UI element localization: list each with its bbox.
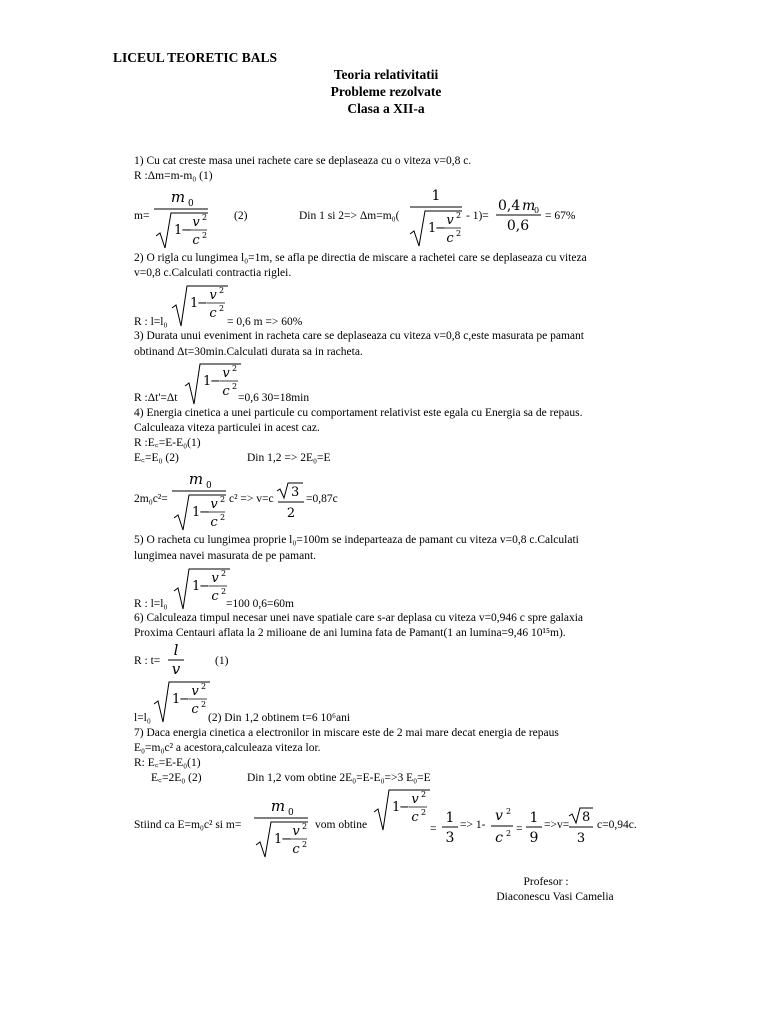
square-symbol: 2 [219,304,225,313]
one-symbol: 1 [190,296,199,311]
problem-7-v2-over-c2 [489,805,515,847]
problem-1-relation: R :Δm=m-m₀ (1) [134,170,213,182]
one-symbol: 1 [274,832,283,847]
problem-2-result: = 0,6 m => 60% [227,316,303,328]
m0-subscript: 0 [206,481,212,491]
problem-2-statement-1: 2) O rigla cu lungimea l₀=1m, se afla pe directia de miscare a rachetei care se deplaseaza cu viteza [134,252,587,264]
problem-5-relation: R : l=l₀ [134,598,168,610]
problem-7-stiind: Stiind ca E=m₀c² si m= [134,819,242,831]
one-symbol: 1 [174,223,183,238]
problem-6-eq-number: (1) [215,655,229,667]
problem-6-l-label: l=l₀ [134,712,151,724]
v-symbol: v [222,366,230,381]
minus-symbol: − [181,223,192,238]
problem-2-sqrt [170,282,230,332]
class-label: Clasa a XII-a [347,101,425,116]
problem-1-mid: - 1)= [466,210,489,222]
problem-7-sqrt [372,786,432,836]
three-symbol: 3 [576,831,586,846]
l-symbol: l [173,641,179,659]
problem-7-result: c=0,94c. [597,819,637,831]
problem-3-statement-2: obtinand Δt=30min.Calculati durata sa in racheta. [134,346,363,358]
square-symbol: 2 [302,840,308,849]
c-symbol: c [191,702,199,717]
square-symbol: 2 [506,829,512,838]
problem-1-ratio [494,194,544,234]
v-symbol: v [411,792,419,807]
square-symbol: 2 [456,211,462,220]
nine-symbol: 9 [529,830,539,846]
document-title: Teoria relativitatii [333,67,439,82]
problem-1-gamma-formula [408,182,464,250]
problem-4-lhs: 2m₀c²= [134,493,168,505]
problem-1-eq-number: (2) [234,210,248,222]
square-symbol: 2 [232,364,238,373]
problem-4-relation-1: R :E꜀=E-E₀(1) [134,437,201,449]
problem-4-mid: c² => v=c [229,493,274,505]
problem-6-l-over-v [166,640,186,680]
square-symbol: 2 [202,231,208,240]
square-symbol: 2 [221,569,227,578]
minus-symbol: − [179,692,190,707]
one-symbol: 1 [428,221,437,236]
problem-7-arrow-1: => 1- [460,819,486,831]
v-symbol: v [211,571,219,586]
c-symbol: c [495,830,503,846]
problem-7-relation-1: R: E꜀=E-E₀(1) [134,757,201,769]
problem-2-statement-2: v=0,8 c.Calculati contractia riglei. [134,267,292,279]
problem-4-din: Din 1,2 => 2E₀=E [247,452,331,464]
problem-7-statement-1: 7) Daca energia cinetica a electronilor in miscare este de 2 mai mare decat energia de repaus [134,727,559,739]
m0-symbol: m [270,797,286,815]
problem-5-result: =100 0,6=60m [226,598,294,610]
one-symbol: 1 [529,810,539,826]
problem-4-statement-1: 4) Energia cinetica a unei particule cu comportament relativist este egala cu Energia sa de repaus. [134,407,583,419]
problem-1-mass-formula [152,184,212,252]
v-symbol: v [495,808,503,824]
square-symbol: 2 [220,513,226,522]
problem-7-one-third [440,807,460,847]
square-symbol: 2 [201,700,207,709]
school-name: LICEUL TEORETIC BALS [113,50,278,65]
c-symbol: c [292,842,300,857]
problem-7-one-ninth [524,807,544,847]
problem-6-statement-2: Proxima Centauri aflata la 2 milioane de ani lumina fata de Pamant(1 an lumina=9,46 10¹⁵m). [134,627,566,639]
problem-7-mass-formula [252,793,312,861]
problem-4-result: =0,87c [306,493,338,505]
problem-7-statement-2: E₀=m₀c² a acestora,calculeaza viteza lor. [134,742,321,754]
c-symbol: c [446,231,454,246]
problem-1-m-label: m= [134,210,150,222]
problem-7-arrow-2: =>v= [544,819,570,831]
three-symbol: 3 [291,485,300,500]
problem-1-result: = 67% [545,210,576,222]
one-symbol: 1 [445,810,455,826]
minus-symbol: − [399,800,410,815]
minus-symbol: − [199,505,210,520]
m0-symbol: m [522,198,536,214]
one-symbol: 1 [203,374,212,389]
square-symbol: 2 [201,682,207,691]
v-symbol: v [171,660,181,678]
problem-5-statement-2: lungimea navei masurata de pe pamant. [134,550,317,562]
c-symbol: c [209,306,217,321]
square-symbol: 2 [456,229,462,238]
square-symbol: 2 [232,382,238,391]
square-symbol: 2 [220,495,226,504]
one-symbol: 1 [192,579,201,594]
square-symbol: 2 [506,807,512,816]
m0-symbol: m [188,470,204,488]
square-symbol: 2 [421,808,427,817]
v-symbol: v [192,215,200,230]
problem-1-din: Din 1 si 2=> Δm=m₀( [299,210,400,222]
v-symbol: v [209,288,217,303]
problem-7-vom-obtine: vom obtine [315,819,368,831]
problem-7-root8-over-3 [567,805,595,847]
coefficient-symbol: 0,4 [498,198,521,214]
problem-7-din: Din 1,2 vom obtine 2E₀=E-E₀=>3 E₀=E [247,772,431,784]
m0-symbol: m [170,188,186,206]
v-symbol: v [210,497,218,512]
problem-4-mass-formula [170,466,230,534]
minus-symbol: − [210,374,221,389]
problem-7-equals: = [516,823,523,835]
problem-4-root3-over-2 [276,480,306,520]
c-symbol: c [222,384,230,399]
problem-3-sqrt [183,360,243,410]
problem-2-relation: R : l=l₀ [134,316,168,328]
problem-7-equals: = [430,823,437,835]
square-symbol: 2 [421,790,427,799]
problem-4-relation-2: E꜀=E₀ (2) [134,452,179,464]
footer-author: Diaconescu Vasi Camelia [496,891,614,903]
problem-7-relation-2: E꜀=2E₀ (2) [151,772,202,784]
eight-symbol: 8 [582,810,591,825]
three-symbol: 3 [445,830,455,846]
v-symbol: v [292,824,300,839]
minus-symbol: − [197,296,208,311]
m0-subscript: 0 [534,206,540,215]
one-symbol: 1 [431,188,441,204]
problem-6-relation: R : t= [134,655,161,667]
problem-3-relation: R :Δt'=Δt [134,392,178,404]
problem-3-result: =0,6 30=18min [238,392,310,404]
square-symbol: 2 [302,822,308,831]
problem-3-statement-1: 3) Durata unui eveniment in racheta care se deplaseaza cu viteza v=0,8 c,este masurata pe pamant [134,330,584,342]
one-symbol: 1 [392,800,401,815]
two-symbol: 2 [286,506,296,521]
problem-6-tail: (2) Din 1,2 obtinem t=6 10⁶ani [208,712,351,724]
problem-5-statement-1: 5) O racheta cu lungimea proprie l₀=100m se indeparteaza de pamant cu viteza v=0,8 c.Calculati [134,534,579,546]
m0-subscript: 0 [188,199,194,209]
square-symbol: 2 [219,286,225,295]
v-symbol: v [446,213,454,228]
c-symbol: c [210,515,218,530]
denominator-symbol: 0,6 [506,218,530,234]
square-symbol: 2 [221,587,227,596]
minus-symbol: − [281,832,292,847]
square-symbol: 2 [202,213,208,222]
v-symbol: v [191,684,199,699]
footer-role: Profesor : [523,876,569,888]
document-subtitle: Probleme rezolvate [330,84,442,99]
problem-6-sqrt [152,678,212,728]
minus-symbol: − [199,579,210,594]
c-symbol: c [192,233,200,248]
problem-4-statement-2: Calculeaza viteza particulei in acest caz. [134,422,320,434]
problem-5-sqrt [172,565,232,615]
problem-6-statement-1: 6) Calculeaza timpul necesar unei nave spatiale care s-ar deplasa cu viteza v=0,946 c spre galaxia [134,612,584,624]
c-symbol: c [211,589,219,604]
one-symbol: 1 [192,505,201,520]
problem-1-statement: 1) Cu cat creste masa unei rachete care se deplaseaza cu o viteza v=0,8 c. [134,155,472,167]
m0-subscript: 0 [288,808,294,818]
one-symbol: 1 [172,692,181,707]
minus-symbol: − [435,221,446,236]
c-symbol: c [411,810,419,825]
